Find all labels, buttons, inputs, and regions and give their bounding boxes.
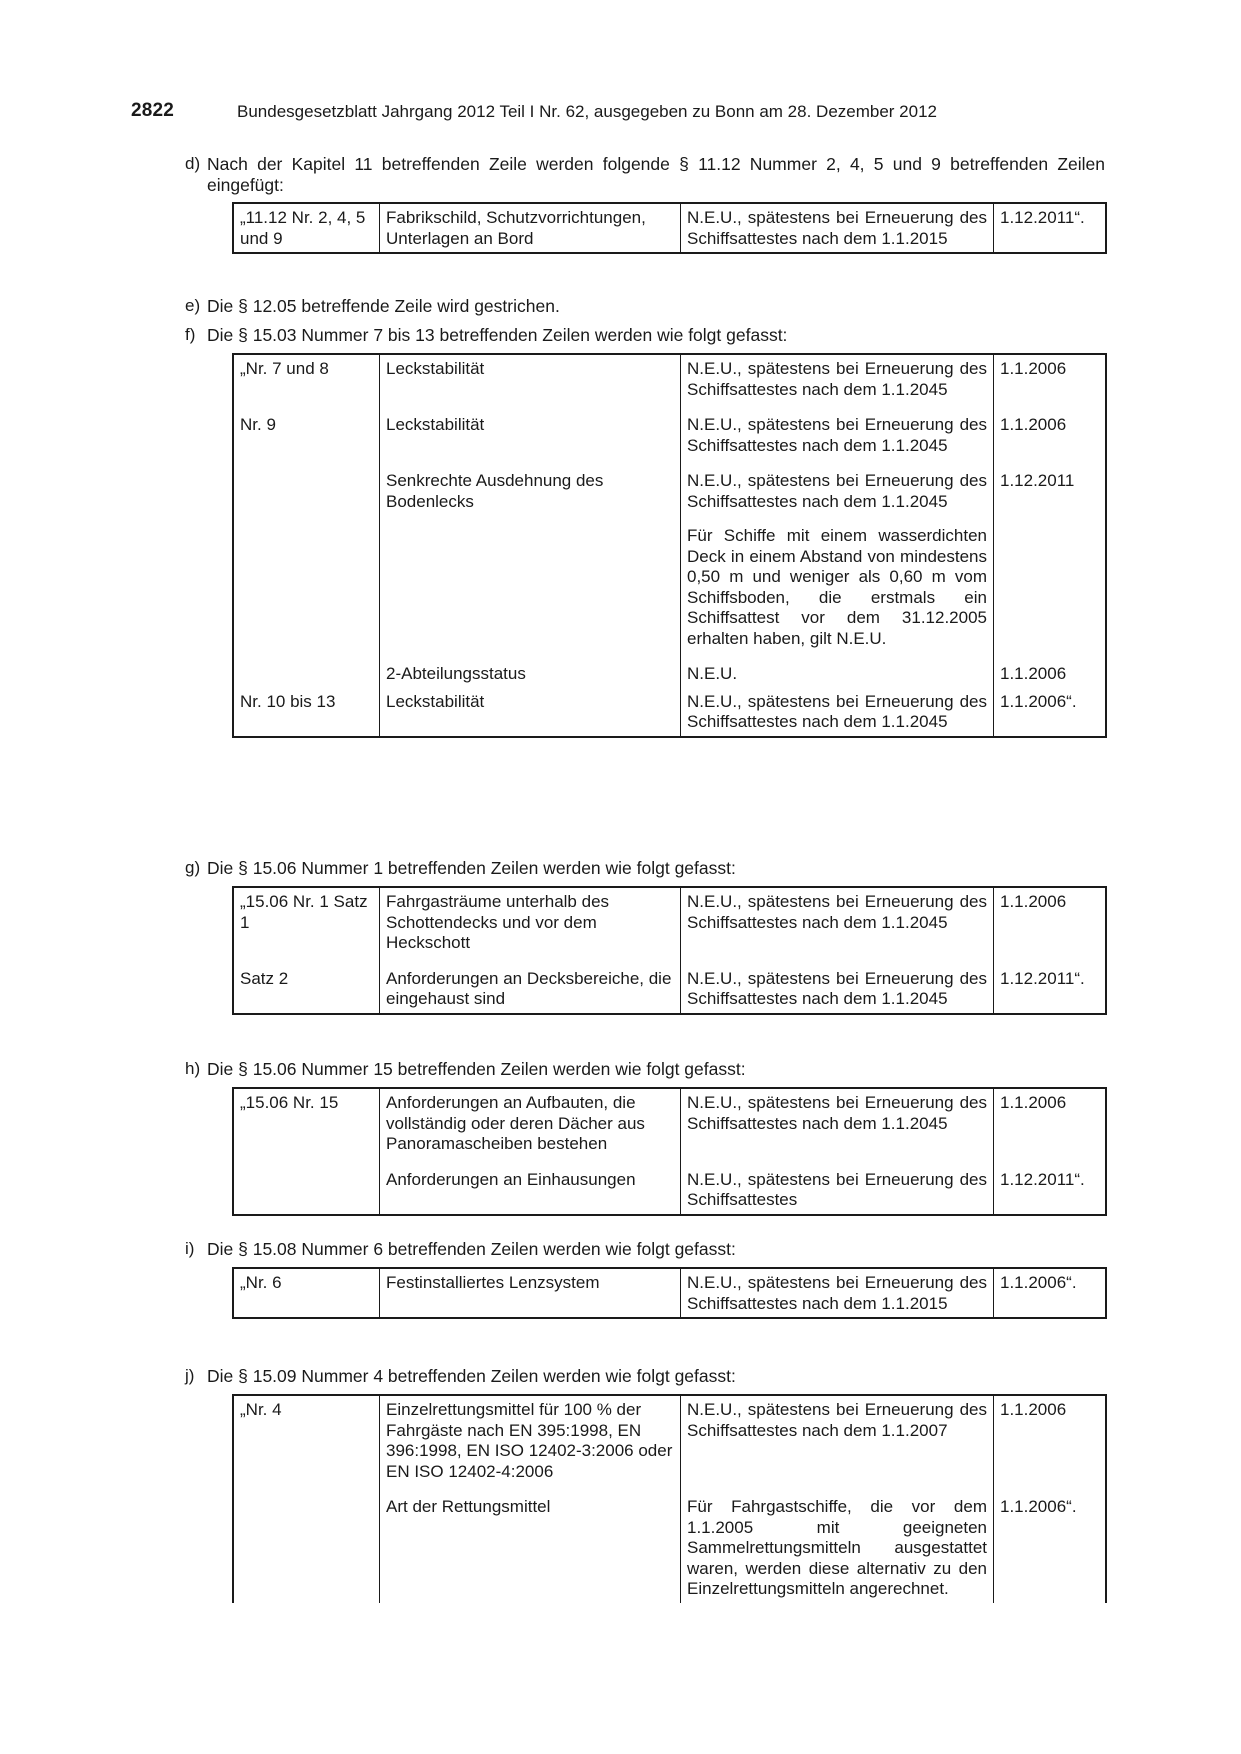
reference-cell: Satz 2	[233, 957, 380, 1014]
reference-cell	[233, 1485, 380, 1603]
table-row	[233, 1395, 1106, 1485]
reference-cell: „15.06 Nr. 1 Satz 1	[233, 887, 380, 957]
amendment-table-d	[232, 202, 1107, 254]
rule-cell: N.E.U., spätestens bei Erneuerung des Schiffsattestes nach dem 1.1.2045	[681, 957, 994, 1014]
subject-cell: Fabrikschild, Schutzvorrichtungen, Unterlagen an Bord	[380, 203, 681, 253]
date-cell: 1.1.2006“.	[1000, 1273, 1077, 1292]
subject-cell: Anforderungen an Aufbauten, die vollständig oder deren Dächer aus Panoramascheiben bestehen	[380, 1088, 681, 1158]
item-text: Die § 15.03 Nummer 7 bis 13 betreffenden Zeilen werden wie folgt gefasst:	[207, 325, 788, 345]
subject-cell: Leckstabilität	[380, 688, 681, 737]
item-label: e)	[185, 296, 201, 315]
item-d	[185, 154, 1105, 196]
date-cell: 1.1.2006	[1000, 892, 1067, 911]
table-row	[233, 203, 1106, 253]
subject-cell: Art der Rettungsmittel	[380, 1485, 681, 1603]
date-cell: 1.1.2006	[1000, 415, 1067, 434]
subject-cell: Leckstabilität	[380, 403, 681, 459]
table-row	[233, 652, 1106, 688]
subject-cell: Leckstabilität	[380, 354, 681, 403]
item-i	[185, 1239, 1105, 1260]
date-cell: 1.1.2006	[1000, 359, 1067, 378]
date-cell: 1.1.2006	[1000, 664, 1067, 683]
table-row	[233, 1485, 1106, 1603]
item-text: Die § 15.06 Nummer 15 betreffenden Zeilen werden wie folgt gefasst:	[207, 1059, 746, 1079]
rule-cell: N.E.U., spätestens bei Erneuerung des Schiffsattestes nach dem 1.1.2045	[681, 1088, 994, 1158]
reference-cell: „Nr. 6	[233, 1268, 380, 1318]
rule-note: Für Schiffe mit einem wasserdichten Deck in einem Abstand von mindestens 0,50 m und weniger als 0,60 m vom Schiffsboden, die erstmals ein Schiffsattest vor dem 31.12.2005 erhalten haben, gilt N.E.U.	[687, 526, 987, 648]
table-row	[233, 1268, 1106, 1318]
rule-cell: N.E.U., spätestens bei Erneuerung des Schiffsattestes nach dem 1.1.2045	[681, 403, 994, 459]
amendment-table-f	[232, 353, 1107, 738]
subject-cell: Einzelrettungsmittel für 100 % der Fahrgäste nach EN 395:1998, EN 396:1998, EN ISO 12402-3:2006 oder EN ISO 12402-4:2006	[380, 1395, 681, 1485]
rule-cell: N.E.U., spätestens bei Erneuerung des Schiffsattestes nach dem 1.1.2045	[681, 887, 994, 957]
rule-cell: N.E.U., spätestens bei Erneuerung des Schiffsattestes nach dem 1.1.2045	[681, 688, 994, 737]
reference-cell	[233, 652, 380, 688]
reference-cell: „11.12 Nr. 2, 4, 5 und 9	[233, 203, 380, 253]
page-number: 2822	[131, 100, 175, 121]
rule-cell: Für Fahrgastschiffe, die vor dem 1.1.2005 mit geeigneten Sammelrettungsmitteln ausgestattet waren, werden diese alternativ zu den Einzelrettungsmitteln angerechnet.	[681, 1485, 994, 1603]
amendment-table-g	[232, 886, 1107, 1015]
reference-cell	[233, 1158, 380, 1215]
item-label: f)	[185, 325, 196, 344]
rule-cell: N.E.U., spätestens bei Erneuerung des Schiffsattestes nach dem 1.1.2007	[681, 1395, 994, 1485]
reference-cell: „Nr. 4	[233, 1395, 380, 1485]
running-title: Bundesgesetzblatt Jahrgang 2012 Teil I Nr. 62, ausgegeben zu Bonn am 28. Dezember 2012	[237, 102, 937, 121]
page-header	[131, 100, 1111, 130]
reference-cell	[233, 459, 380, 652]
table-row	[233, 957, 1106, 1014]
rule-cell	[681, 459, 994, 652]
item-text: Die § 15.08 Nummer 6 betreffenden Zeilen werden wie folgt gefasst:	[207, 1239, 736, 1259]
item-e	[185, 296, 1105, 317]
subject-cell: Senkrechte Ausdehnung des Bodenlecks	[380, 459, 681, 652]
item-text: Nach der Kapitel 11 betreffenden Zeile werden folgende § 11.12 Nummer 2, 4, 5 und 9 betreffenden Zeilen eingefügt:	[207, 154, 1105, 195]
item-text: Die § 12.05 betreffende Zeile wird gestrichen.	[207, 296, 560, 316]
subject-cell: Anforderungen an Einhausungen	[380, 1158, 681, 1215]
date-cell: 1.12.2011“.	[1000, 968, 1085, 988]
item-g	[185, 858, 1105, 879]
table-row	[233, 1088, 1106, 1158]
date-cell: 1.12.2011	[1000, 471, 1075, 490]
date-cell: 1.1.2006	[1000, 1093, 1067, 1112]
date-cell: 1.12.2011“.	[1000, 208, 1085, 227]
item-label: d)	[185, 154, 201, 173]
amendment-table-i	[232, 1267, 1107, 1319]
item-label: g)	[185, 858, 201, 877]
rule-cell: N.E.U., spätestens bei Erneuerung des Schiffsattestes nach dem 1.1.2015	[681, 1268, 994, 1318]
date-cell: 1.1.2006	[1000, 1400, 1067, 1419]
item-h	[185, 1059, 1105, 1080]
item-label: i)	[185, 1239, 195, 1258]
item-text: Die § 15.06 Nummer 1 betreffenden Zeilen werden wie folgt gefasst:	[207, 858, 736, 878]
table-row	[233, 887, 1106, 957]
subject-cell: Anforderungen an Decksbereiche, die eingehaust sind	[380, 957, 681, 1014]
reference-cell: „Nr. 7 und 8	[233, 354, 380, 403]
table-row	[233, 459, 1106, 652]
amendment-table-h	[232, 1087, 1107, 1216]
reference-cell: „15.06 Nr. 15	[233, 1088, 380, 1158]
date-cell: 1.12.2011“.	[1000, 1169, 1085, 1189]
table-row	[233, 688, 1106, 737]
date-cell: 1.1.2006“.	[1000, 1497, 1077, 1516]
amendment-table-j	[232, 1394, 1107, 1603]
item-label: h)	[185, 1059, 201, 1078]
subject-cell: 2-Abteilungsstatus	[380, 652, 681, 688]
item-label: j)	[185, 1366, 195, 1385]
subject-cell: Festinstalliertes Lenzsystem	[380, 1268, 681, 1318]
table-row	[233, 354, 1106, 403]
table-row	[233, 403, 1106, 459]
subject-cell: Fahrgasträume unterhalb des Schottendecks und vor dem Heckschott	[380, 887, 681, 957]
rule-cell: N.E.U.	[681, 652, 994, 688]
item-j	[185, 1366, 1105, 1387]
rule-cell: N.E.U., spätestens bei Erneuerung des Schiffsattestes nach dem 1.1.2045	[681, 354, 994, 403]
item-f	[185, 325, 1105, 346]
rule-cell: N.E.U., spätestens bei Erneuerung des Schiffsattestes nach dem 1.1.2015	[681, 203, 994, 253]
reference-cell: Nr. 9	[233, 403, 380, 459]
date-cell: 1.1.2006“.	[1000, 691, 1077, 711]
reference-cell: Nr. 10 bis 13	[233, 688, 380, 737]
item-text: Die § 15.09 Nummer 4 betreffenden Zeilen werden wie folgt gefasst:	[207, 1366, 736, 1386]
rule-cell: N.E.U., spätestens bei Erneuerung des Schiffsattestes	[681, 1158, 994, 1215]
table-row	[233, 1158, 1106, 1215]
rule-text: N.E.U., spätestens bei Erneuerung des Schiffsattestes nach dem 1.1.2045	[687, 471, 987, 511]
